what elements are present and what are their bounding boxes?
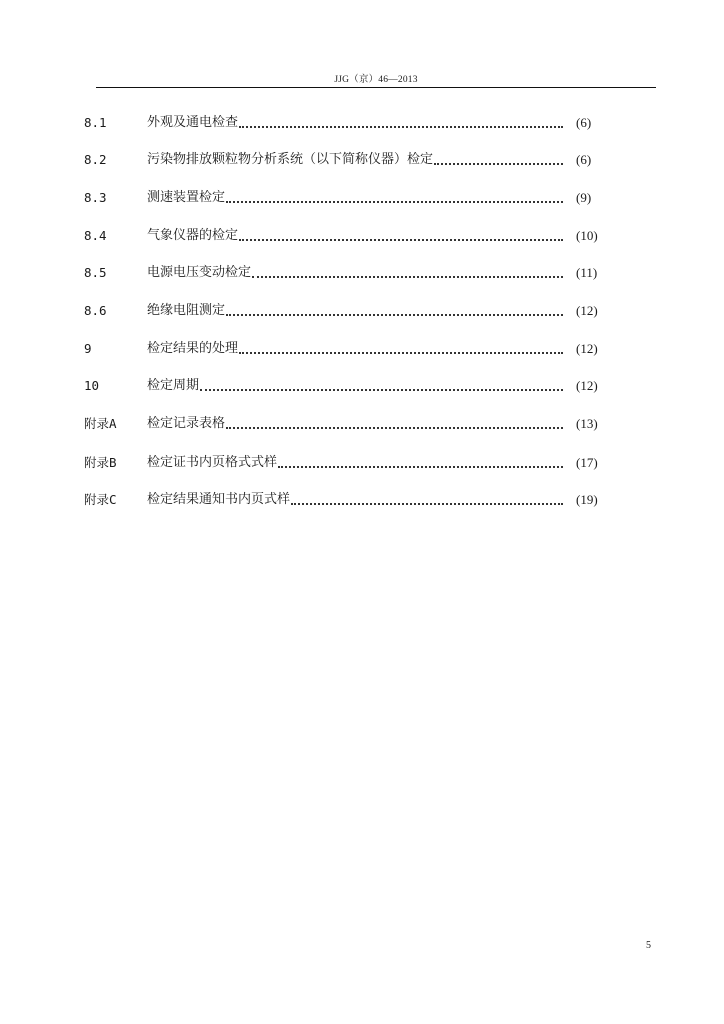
toc-entry-title: 检定结果的处理 — [147, 341, 239, 356]
toc-entry[interactable] — [0, 490, 724, 510]
toc-entry-number: 附录C — [84, 492, 117, 507]
toc-entry-title: 污染物排放颗粒物分析系统（以下简称仪器）检定 — [147, 152, 434, 167]
toc-entry-title: 检定周期 — [147, 378, 200, 393]
toc-entry[interactable] — [0, 263, 724, 283]
toc-entry-number: 8.1 — [84, 115, 107, 130]
toc-leader-dots — [226, 304, 563, 316]
toc-entry-number: 8.6 — [84, 303, 107, 318]
toc-leader-dots — [291, 493, 563, 505]
toc-entry-title: 检定证书内页格式式样 — [147, 455, 278, 470]
toc-leader-dots — [434, 153, 563, 165]
toc-entry-number: 附录B — [84, 455, 117, 470]
toc-entry[interactable] — [0, 301, 724, 321]
toc-entry-page: (17) — [576, 455, 598, 470]
toc-entry-number: 8.2 — [84, 152, 107, 167]
toc-entry[interactable] — [0, 453, 724, 473]
toc-entry[interactable] — [0, 414, 724, 434]
toc-entry-page: (9) — [576, 190, 592, 205]
toc-leader-dots — [239, 342, 563, 354]
toc-entry-page: (12) — [576, 341, 598, 356]
toc-entry-number: 8.5 — [84, 265, 107, 280]
toc-entry-page: (19) — [576, 492, 598, 507]
toc-leader-dots — [226, 191, 563, 203]
toc-entry-page: (11) — [576, 265, 598, 280]
toc-leader-dots — [226, 417, 563, 429]
toc-entry[interactable] — [0, 113, 724, 133]
toc-leader-dots — [239, 229, 563, 241]
toc-entry-page: (6) — [576, 152, 592, 167]
toc-leader-dots — [200, 379, 563, 391]
toc-entry-number: 9 — [84, 341, 92, 356]
toc-entry[interactable] — [0, 188, 724, 208]
toc-entry-title: 检定记录表格 — [147, 416, 226, 431]
toc-entry-title: 测速装置检定 — [147, 190, 226, 205]
toc-entry-title: 气象仪器的检定 — [147, 228, 239, 243]
toc-entry-title: 绝缘电阻测定 — [147, 303, 226, 318]
toc-entry-page: (6) — [576, 115, 592, 130]
toc-entry-number: 附录A — [84, 416, 117, 431]
toc-entry[interactable] — [0, 150, 724, 170]
page-number: 5 — [646, 940, 651, 951]
toc-entry-page: (12) — [576, 378, 598, 393]
toc-entry-page: (13) — [576, 416, 598, 431]
toc-entry-page: (10) — [576, 228, 598, 243]
toc-entry[interactable] — [0, 376, 724, 396]
toc-entry-number: 8.4 — [84, 228, 107, 243]
toc-entry-number: 8.3 — [84, 190, 107, 205]
toc-entry[interactable] — [0, 226, 724, 246]
toc-entry-title: 外观及通电检查 — [147, 115, 239, 130]
running-header: JJG（京）46—2013 — [334, 75, 418, 85]
toc-entry-number: 10 — [84, 378, 100, 393]
toc-leader-dots — [239, 116, 563, 128]
toc-entry[interactable] — [0, 339, 724, 359]
toc-entry-title: 检定结果通知书内页式样 — [147, 492, 291, 507]
toc-leader-dots — [252, 266, 563, 278]
toc-entry-title: 电源电压变动检定 — [147, 265, 252, 280]
toc-entry-page: (12) — [576, 303, 598, 318]
toc-leader-dots — [278, 456, 563, 468]
